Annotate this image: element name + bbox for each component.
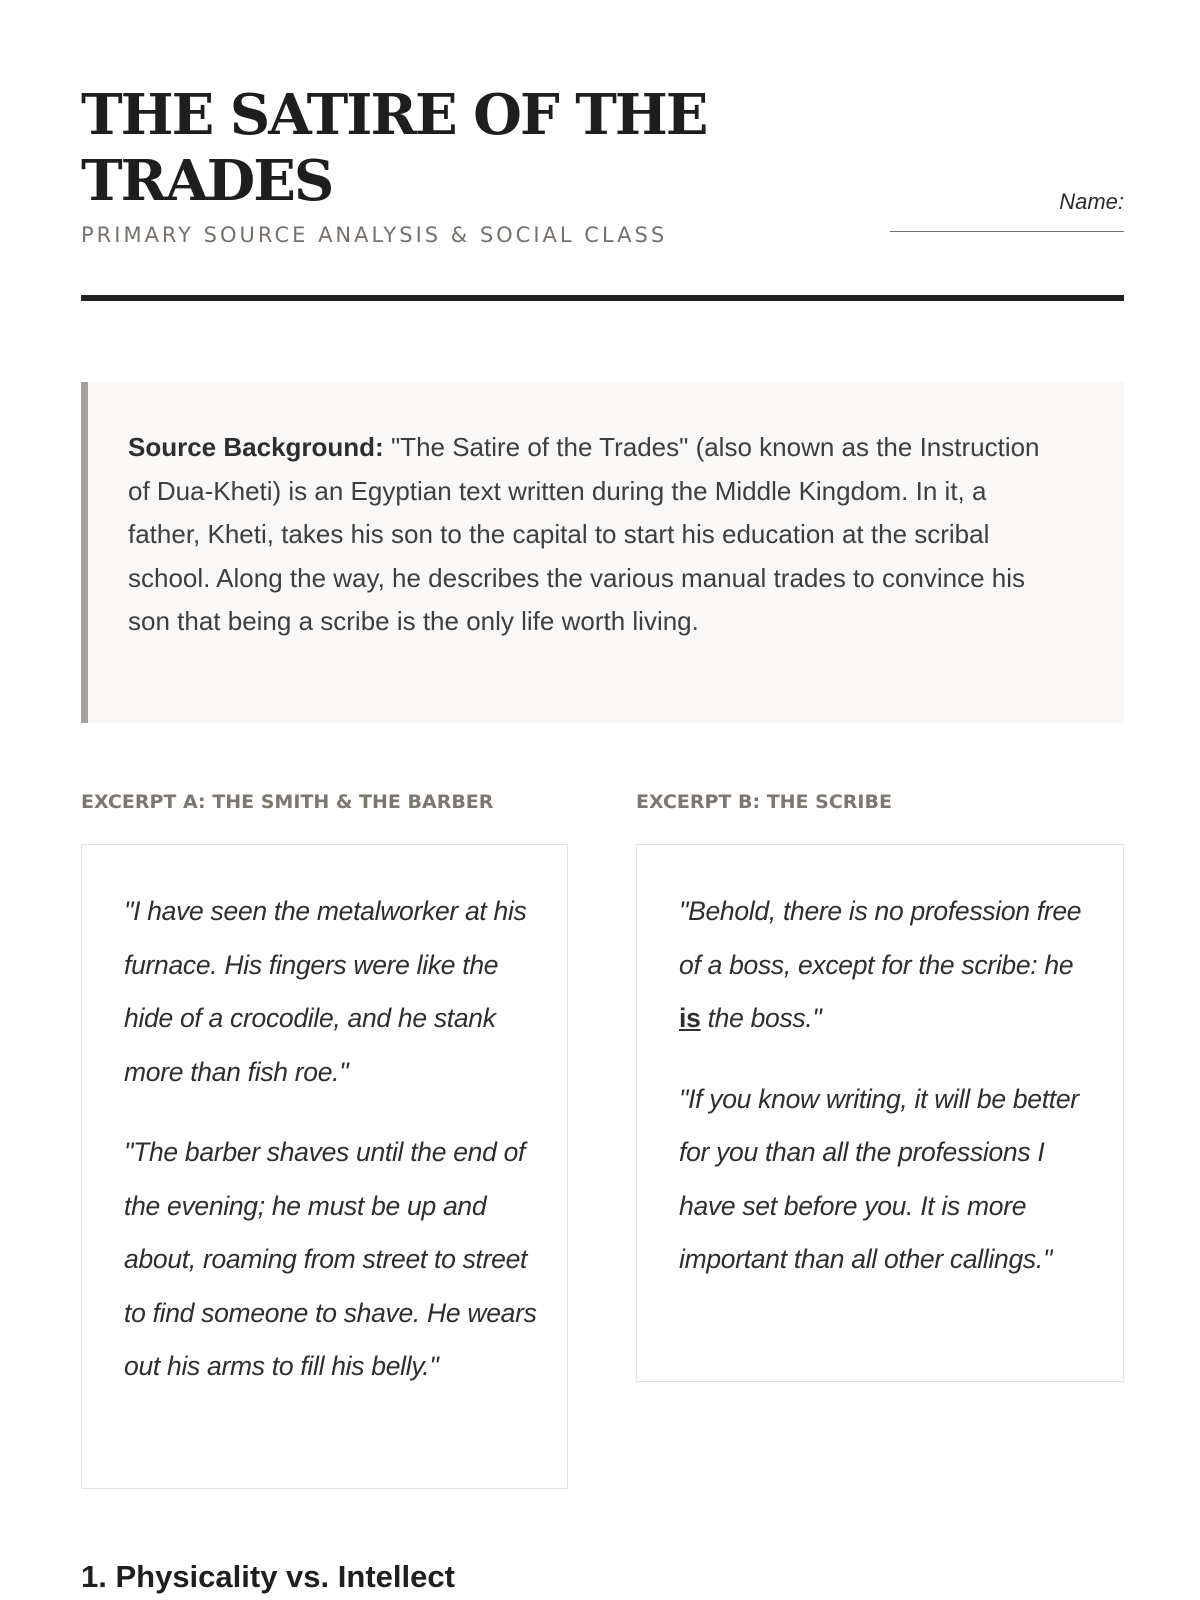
name-label: Name:	[1059, 189, 1124, 214]
excerpt-a-heading: EXCERPT A: THE SMITH & THE BARBER	[81, 791, 494, 813]
excerpt-b-quote-1-emphasis: is	[679, 1003, 701, 1033]
excerpt-a-quote-1: "I have seen the metalworker at his furnace. His fingers were like the hide of a crocodile, and he stank more than fish roe."	[124, 896, 527, 1087]
source-background-box	[81, 382, 1124, 723]
excerpt-b-heading: EXCERPT B: THE SCRIBE	[636, 791, 892, 813]
excerpt-b-quote-2: "If you know writing, it will be better for you than all the professions I have set before you. It is more important than all other callings."	[679, 1083, 1079, 1274]
excerpt-b-box	[636, 844, 1124, 1382]
source-background-label: Source Background:	[128, 432, 384, 462]
name-field[interactable]	[890, 189, 1124, 232]
excerpt-b-quote-1-start: "Behold, there is no profession free of a boss, except for the scribe: he	[679, 896, 1082, 980]
excerpt-b-quote-1	[679, 885, 1093, 1046]
page-title: THE SATIRE OF THE TRADES	[81, 82, 707, 214]
page-subtitle: PRIMARY SOURCE ANALYSIS & SOCIAL CLASS	[81, 223, 668, 247]
name-input-line[interactable]	[890, 231, 1124, 232]
question-1-heading: 1. Physicality vs. Intellect	[81, 1559, 455, 1594]
source-background-body: "The Satire of the Trades" (also known as the Instruction of Dua-Kheti) is an Egyptian text written during the Middle Kingdom. In it, a father, Kheti, takes his son to the capital to start his education at the scribal school. Along the way, he describes the various manual trades to convince his son that being a scribe is the only life worth living.	[128, 432, 1040, 636]
excerpt-a-quote-2: "The barber shaves until the end of the evening; he must be up and about, roaming from street to street to find someone to shave. He wears out his arms to fill his belly."	[124, 1137, 537, 1381]
excerpt-b-quote-1-end: the boss."	[700, 1003, 822, 1033]
header-divider	[81, 295, 1124, 301]
excerpt-a-box	[81, 844, 568, 1489]
source-background-text	[128, 426, 1064, 644]
worksheet-page	[81, 0, 1124, 1600]
